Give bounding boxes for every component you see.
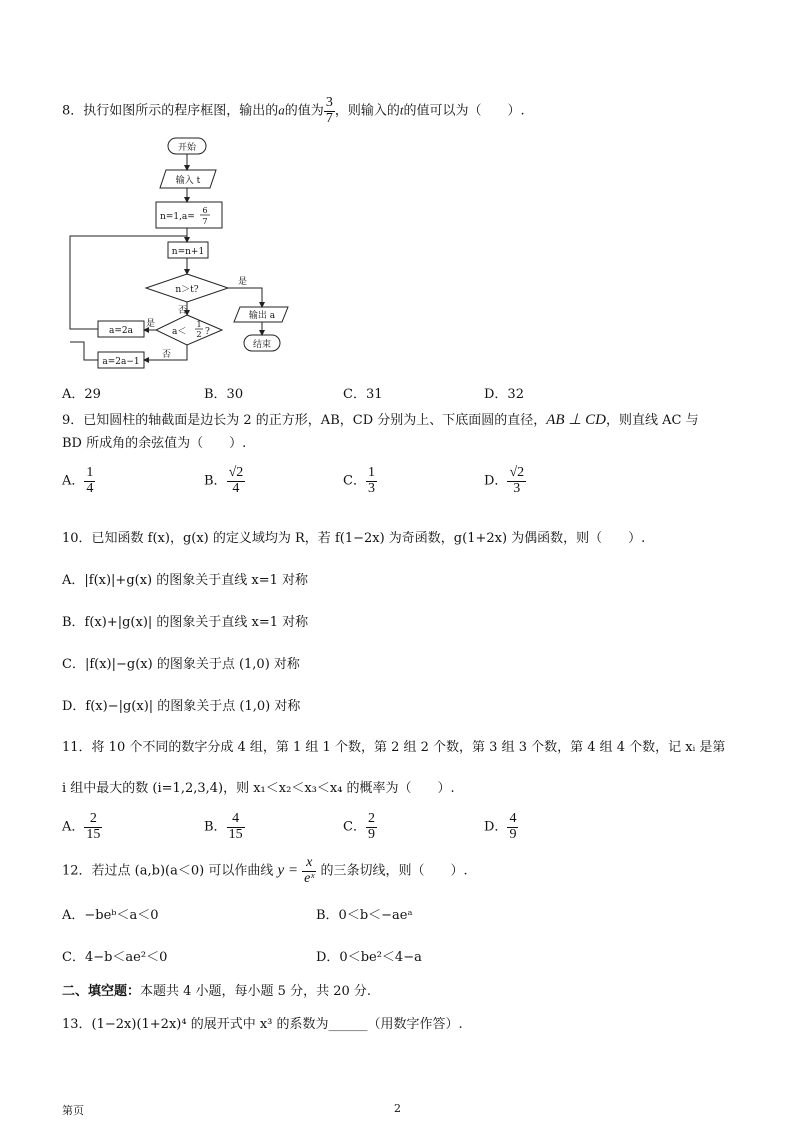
- q9-option-a: [62, 466, 95, 496]
- q12-stem: [62, 856, 468, 886]
- denominator: 3: [367, 480, 375, 496]
- denominator: 15: [86, 826, 101, 842]
- q13-text: 13．(1−2x)(1+2x)⁴ 的展开式中 x³ 的系数为: [62, 1017, 329, 1032]
- q8-option-d: D．32: [484, 387, 524, 402]
- option-label: D．: [484, 819, 508, 835]
- section-heading: [62, 980, 371, 999]
- q9-stem-line1: [62, 409, 699, 429]
- q10-option-d: D．f(x)−|g(x)| 的图象关于点 (1,0) 对称: [62, 699, 301, 714]
- option-label: C．: [343, 819, 366, 835]
- fraction-3-7: [324, 96, 335, 126]
- assign2-label: a=2a−1: [102, 357, 140, 367]
- section-title: 二、填空题：: [62, 984, 141, 999]
- decision-a-lt-half: [156, 315, 222, 345]
- init-label: n=1,a=: [160, 212, 195, 222]
- cond2-label: a＜: [172, 327, 187, 337]
- q12-option-c: C．4−b＜ae²＜0: [62, 950, 168, 965]
- option-label: C．: [343, 473, 366, 489]
- numerator: 2: [84, 812, 102, 828]
- no1-label: 否: [178, 306, 188, 316]
- numerator: √2: [228, 465, 244, 480]
- init-frac-num: 6: [202, 206, 208, 215]
- option-fraction: [507, 812, 518, 842]
- option-label: B．: [204, 473, 227, 489]
- option-label: A．: [62, 819, 85, 835]
- denominator: 9: [509, 826, 517, 842]
- q8-option-b: B．30: [204, 387, 244, 402]
- numerator: √2: [509, 465, 525, 480]
- var-a: a: [278, 102, 285, 118]
- denominator: 7: [325, 110, 333, 126]
- page-number: 2: [394, 1102, 401, 1115]
- cond1-label: n＞t?: [175, 285, 199, 295]
- q9-stem-line2: BD 所成角的余弦值为（ ）.: [62, 436, 247, 451]
- q9-text: 9．已知圆柱的轴截面是边长为 2 的正方形，AB，CD 分别为上、下底面圆的直径，: [62, 413, 547, 428]
- numerator: x: [302, 856, 316, 872]
- option-fraction: [84, 466, 95, 496]
- q8-text: 的值为: [284, 103, 324, 119]
- output-label: 输出 a: [248, 311, 276, 321]
- option-fraction: [227, 812, 245, 842]
- numerator: 1: [86, 465, 94, 480]
- q9-option-c: [343, 466, 377, 496]
- q8-option-c: C．31: [343, 387, 383, 402]
- q8-stem: [62, 96, 525, 126]
- denominator: 3: [513, 480, 521, 496]
- q12-option-d: D．0＜be²＜4−a: [316, 950, 422, 965]
- option-fraction: [366, 812, 377, 842]
- assign1-label: a=2a: [109, 326, 133, 336]
- q11-option-a: [62, 812, 102, 842]
- q11-option-c: [343, 812, 377, 842]
- cond2-frac-den: 2: [196, 330, 202, 339]
- yes1-label: 是: [238, 277, 248, 287]
- q13-answer-blank[interactable]: ______: [328, 1017, 368, 1032]
- option-fraction: [507, 466, 526, 496]
- option-label: D．: [484, 473, 508, 489]
- denominator: 4: [232, 480, 240, 496]
- footer-left: 第页: [62, 1104, 84, 1117]
- q9-option-d: [484, 466, 526, 496]
- q12-option-a: A．−beᵇ＜a＜0: [62, 908, 159, 923]
- q8-text: 执行如图所示的程序框图，输出的: [83, 103, 279, 119]
- q10-option-a: A．|f(x)|+g(x) 的图象关于直线 x=1 对称: [62, 573, 309, 588]
- q10-stem: 10．已知函数 f(x)，g(x) 的定义域均为 R，若 f(1−2x) 为奇函数，g(1+2x) 为偶函数，则（ ）.: [62, 531, 646, 546]
- q9-option-b: [204, 466, 245, 496]
- q9-text-end: ，则直线 AC 与: [606, 413, 699, 428]
- numerator: 3: [325, 95, 333, 110]
- denominator: 15: [228, 826, 243, 842]
- q11-stem-line2: i 组中最大的数 (i=1,2,3,4)，则 x₁＜x₂＜x₃＜x₄ 的概率为（ ）.: [62, 781, 455, 796]
- denominator: eˣ: [304, 870, 315, 886]
- q11-option-d: [484, 812, 518, 842]
- q9-math-perp: AB ⊥ CD: [546, 412, 606, 428]
- q12-text: 12．若过点 (a,b)(a＜0) 可以作曲线: [62, 863, 274, 879]
- start-label: 开始: [177, 143, 197, 153]
- q12-y: y =: [277, 862, 298, 879]
- denominator: 4: [86, 480, 94, 496]
- q13-text-end: （用数字作答）.: [367, 1017, 463, 1032]
- increment-label: n=n+1: [171, 247, 205, 257]
- q8-number: 8．: [62, 103, 84, 119]
- no2-label: 否: [162, 350, 172, 360]
- cond2-frac-num: 1: [196, 320, 202, 329]
- q11-stem-line1: 11．将 10 个不同的数字分成 4 组，第 1 组 1 个数，第 2 组 2 个数，第 3 组 3 个数，第 4 组 4 个数，记 xᵢ 是第: [62, 740, 726, 755]
- q8-text: ，则输入的: [334, 103, 400, 119]
- section-desc: 本题共 4 小题，每小题 5 分，共 20 分.: [140, 984, 372, 999]
- denominator: 9: [367, 826, 375, 842]
- end-label: 结束: [252, 340, 272, 350]
- q10-option-b: B．f(x)+|g(x)| 的图象关于直线 x=1 对称: [62, 615, 309, 630]
- q12-option-b: B．0＜b＜−aeᵃ: [316, 908, 413, 923]
- option-fraction: [366, 466, 377, 496]
- q8-option-a: A．29: [62, 387, 101, 402]
- cond2-qmark: ?: [205, 327, 210, 337]
- var-t: t: [399, 102, 404, 118]
- option-label: A．: [62, 473, 85, 489]
- numerator: 4: [227, 812, 245, 828]
- option-fraction: [84, 812, 102, 842]
- q12-curve-fraction: [302, 856, 316, 886]
- yes2-label: 是: [146, 319, 156, 329]
- q11-option-b: [204, 812, 245, 842]
- input-label: 输入 t: [175, 176, 201, 186]
- q12-text-end: 的三条切线，则（ ）.: [320, 863, 468, 879]
- q13-stem: [62, 1013, 463, 1032]
- option-label: B．: [204, 819, 227, 835]
- option-fraction: [227, 466, 246, 496]
- numerator: 1: [367, 465, 375, 480]
- q10-option-c: C．|f(x)|−g(x) 的图象关于点 (1,0) 对称: [62, 657, 300, 672]
- numerator: 4: [509, 811, 517, 826]
- init-frac-den: 7: [202, 217, 208, 226]
- program-flowchart: [60, 132, 300, 372]
- q8-text: 的值可以为（ ）.: [403, 103, 525, 119]
- numerator: 2: [367, 811, 375, 826]
